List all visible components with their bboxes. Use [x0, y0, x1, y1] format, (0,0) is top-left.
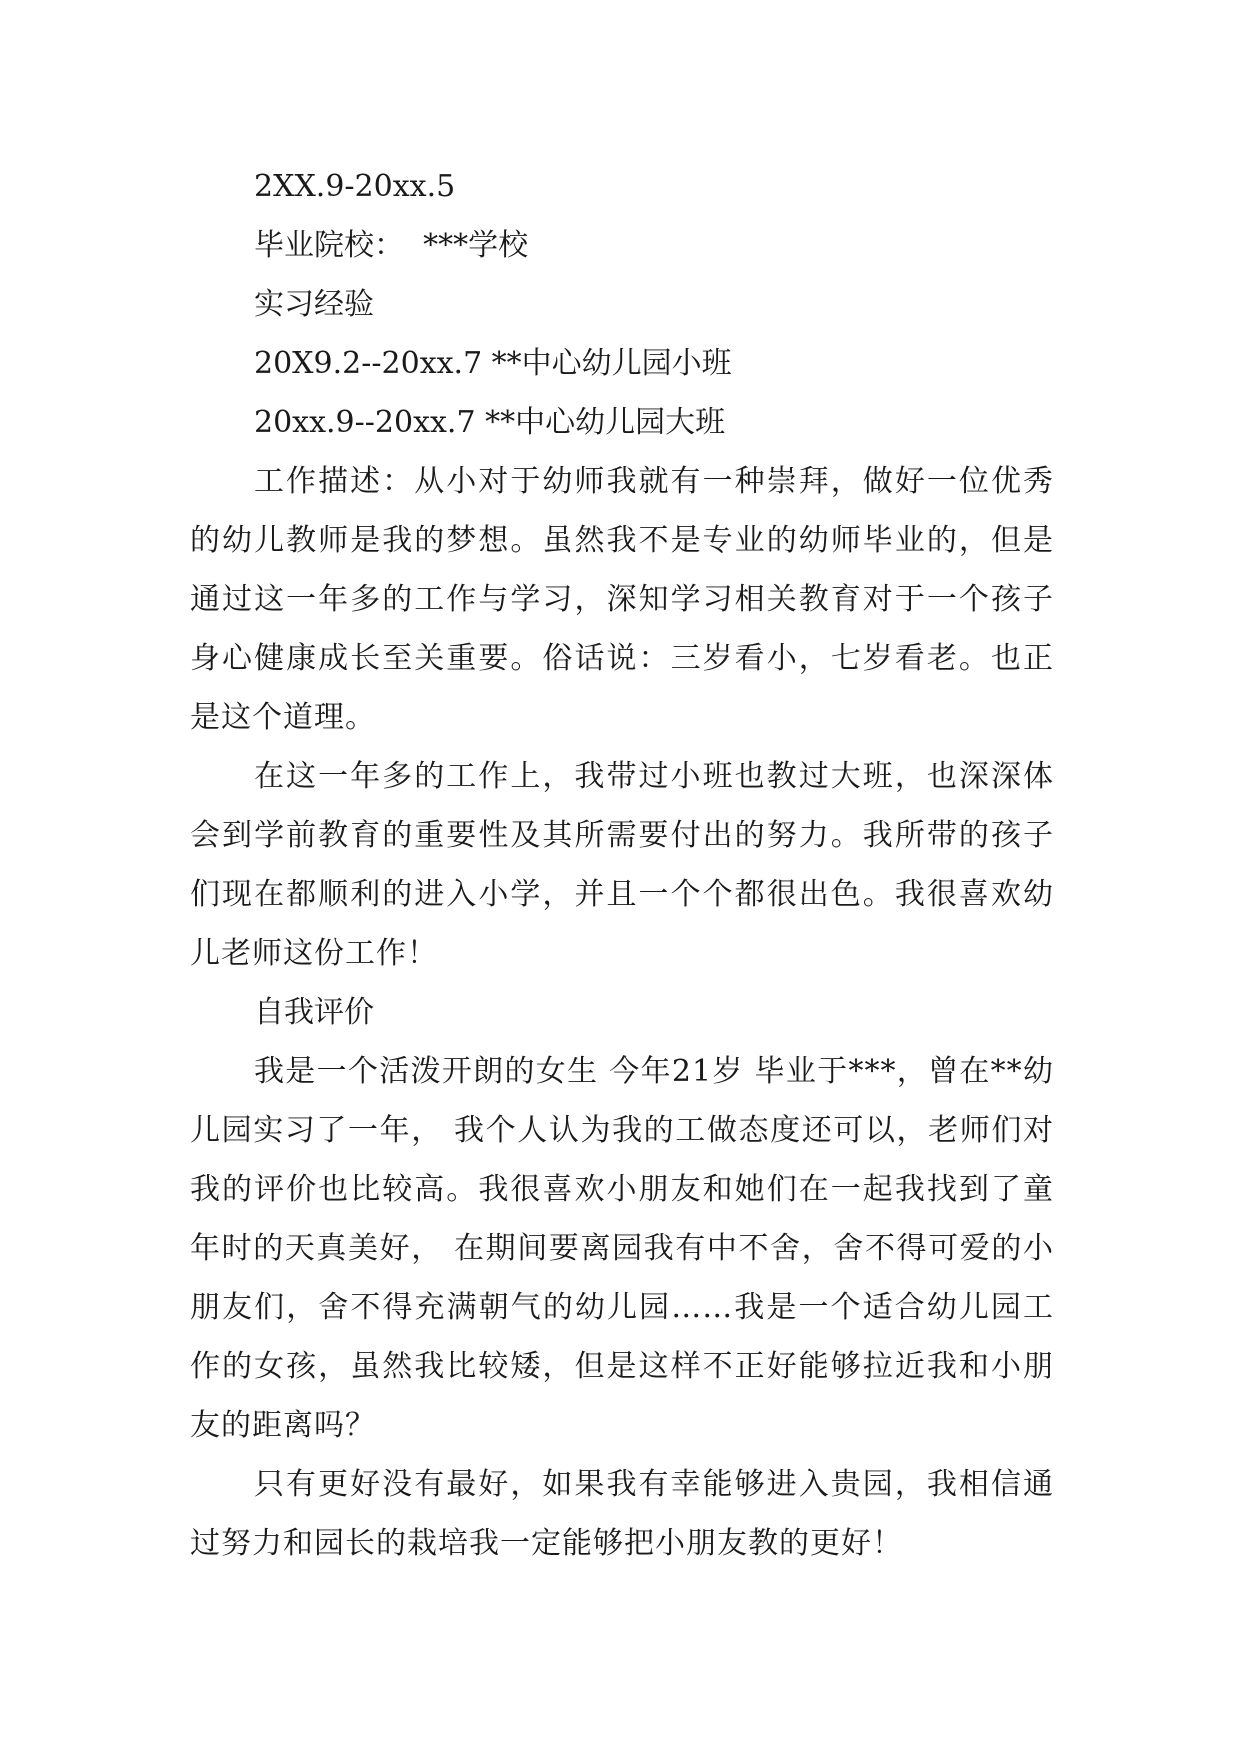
graduate-school: 毕业院校： ***学校 [254, 228, 529, 263]
self-evaluation-paragraph: 我是一个活泼开朗的女生 今年21岁 毕业于***，曾在**幼儿园实习了一年， 我个人认为我的工做态度还可以，老师们对我的评价也比较高。我很喜欢小朋友和她们在一起我找到了童年时的天真美好， 在期间要离园我有中不舍，舍不得可爱的小朋友们，舍不得充满朝气的幼儿园……我是一个适合幼儿园工作的女孩，虽然我比较矮，但是这样不正好能够拉近我和小朋友的距离吗？ [190, 1054, 1054, 1443]
internship-entry-small-class: 20X9.2--20xx.7 **中心幼儿园小班 [254, 346, 732, 381]
work-description-paragraph: 工作描述：从小对于幼师我就有一种崇拜，做好一位优秀的幼儿教师是我的梦想。虽然我不是专业的幼师毕业的，但是通过这一年多的工作与学习，深知学习相关教育对于一个孩子身心健康成长至关重要。俗话说：三岁看小，七岁看老。也正是这个道理。 [190, 464, 1054, 735]
document-body [190, 157, 1054, 1573]
internship-heading: 实习经验 [254, 287, 374, 322]
closing-paragraph: 只有更好没有最好，如果我有幸能够进入贵园，我相信通过努力和园长的栽培我一定能够把小朋友教的更好！ [190, 1467, 1054, 1561]
internship-entry-large-class: 20xx.9--20xx.7 **中心幼儿园大班 [254, 405, 726, 440]
education-period: 2XX.9-20xx.5 [254, 169, 456, 204]
experience-paragraph: 在这一年多的工作上，我带过小班也教过大班，也深深体会到学前教育的重要性及其所需要付出的努力。我所带的孩子们现在都顺利的进入小学，并且一个个都很出色。我很喜欢幼儿老师这份工作！ [190, 759, 1054, 971]
self-evaluation-heading: 自我评价 [254, 995, 374, 1030]
